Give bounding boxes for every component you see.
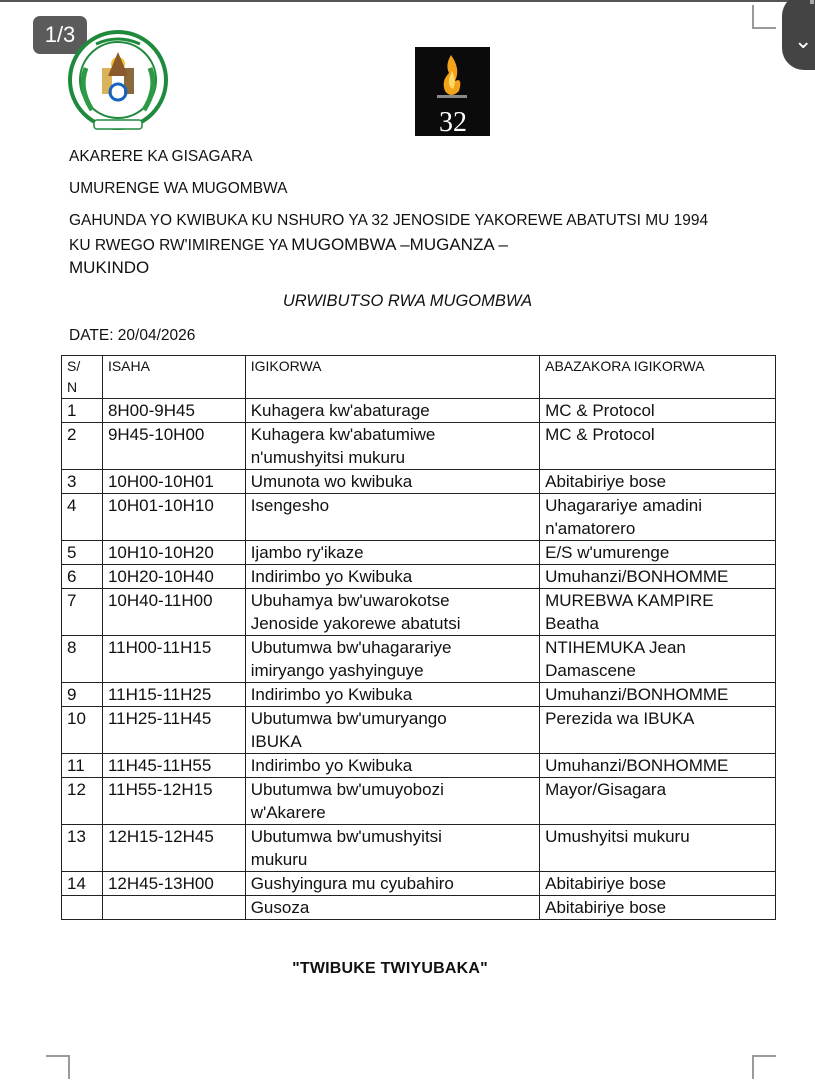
rwanda-coat-of-arms-icon: [66, 28, 170, 138]
row-sn: 13: [62, 825, 103, 872]
table-row: [62, 636, 776, 683]
programme-title-line-2-sectors: MUGOMBWA –MUGANZA –: [291, 235, 508, 254]
table-row: [62, 825, 776, 872]
row-performer: MC & Protocol: [540, 423, 776, 470]
table-row: [62, 896, 776, 920]
row-sn: 1: [62, 399, 103, 423]
programme-title-line-2-prefix: KU RWEGO RW'IMIRENGE YA: [69, 237, 292, 254]
row-activity: Gusoza: [245, 896, 539, 920]
table-row: [62, 707, 776, 754]
venue-title: URWIBUTSO RWA MUGOMBWA: [282, 292, 533, 310]
row-activity: Ubutumwa bw'umushyitsi mukuru: [245, 825, 539, 872]
row-time: 10H01-10H10: [102, 494, 245, 541]
row-performer: Umuhanzi/BONHOMME: [540, 754, 776, 778]
row-performer: E/S w'umurenge: [540, 541, 776, 565]
row-time: 12H45-13H00: [102, 872, 245, 896]
programme-title-line-1: GAHUNDA YO KWIBUKA KU NSHURO YA 32 JENOSIDE YAKOREWE ABATUTSI MU 1994: [69, 212, 709, 229]
row-activity: Gushyingura mu cyubahiro: [245, 872, 539, 896]
row-sn: [62, 896, 103, 920]
row-performer: MC & Protocol: [540, 399, 776, 423]
row-sn: 9: [62, 683, 103, 707]
programme-date: DATE: 20/04/2026: [69, 327, 196, 344]
top-edge: [0, 0, 815, 2]
row-time: 10H10-10H20: [102, 541, 245, 565]
row-performer: MUREBWA KAMPIRE Beatha: [540, 589, 776, 636]
row-activity: Umunota wo kwibuka: [245, 470, 539, 494]
row-time: 11H25-11H45: [102, 707, 245, 754]
row-sn: 6: [62, 565, 103, 589]
row-sn: 2: [62, 423, 103, 470]
row-activity: Kuhagera kw'abaturage: [245, 399, 539, 423]
table-header-row: [62, 356, 776, 399]
header-performer: ABAZAKORA IGIKORWA: [540, 356, 776, 399]
table-row: [62, 399, 776, 423]
row-activity: Ubutumwa bw'umuryango IBUKA: [245, 707, 539, 754]
row-performer: Abitabiriye bose: [540, 470, 776, 494]
row-performer: Uhagarariye amadini n'amatorero: [540, 494, 776, 541]
row-activity: Isengesho: [245, 494, 539, 541]
table-row: [62, 872, 776, 896]
row-time: 11H15-11H25: [102, 683, 245, 707]
table-row: [62, 565, 776, 589]
row-performer: Umuhanzi/BONHOMME: [540, 683, 776, 707]
row-time: 10H00-10H01: [102, 470, 245, 494]
programme-title-line-3: MUKINDO: [69, 258, 150, 277]
row-time: 11H00-11H15: [102, 636, 245, 683]
row-sn: 3: [62, 470, 103, 494]
page-indicator: 1/3: [33, 16, 87, 54]
row-activity: Indirimbo yo Kwibuka: [245, 683, 539, 707]
programme-title-line-2: [69, 235, 508, 255]
row-time: 11H45-11H55: [102, 754, 245, 778]
table-row: [62, 754, 776, 778]
row-sn: 4: [62, 494, 103, 541]
row-activity: Indirimbo yo Kwibuka: [245, 565, 539, 589]
row-activity: Ijambo ry'ikaze: [245, 541, 539, 565]
row-performer: Umuhanzi/BONHOMME: [540, 565, 776, 589]
header-sn: S/ N: [62, 356, 103, 399]
row-activity: Ubutumwa bw'umuyobozi w'Akarere: [245, 778, 539, 825]
row-time: 8H00-9H45: [102, 399, 245, 423]
row-sn: 5: [62, 541, 103, 565]
corner-mark-bottom-right: [752, 1055, 776, 1079]
corner-mark-top-right: [752, 5, 776, 29]
closing-motto: "TWIBUKE TWIYUBAKA": [292, 960, 488, 977]
row-activity: Kuhagera kw'abatumiwe n'umushyitsi mukuru: [245, 423, 539, 470]
row-performer: Abitabiriye bose: [540, 872, 776, 896]
table-row: [62, 470, 776, 494]
row-sn: 14: [62, 872, 103, 896]
sector-name: UMURENGE WA MUGOMBWA: [69, 180, 288, 197]
table-row: [62, 494, 776, 541]
row-activity: Ubutumwa bw'uhagarariye imiryango yashyinguye: [245, 636, 539, 683]
row-performer: Umushyitsi mukuru: [540, 825, 776, 872]
row-performer: Abitabiriye bose: [540, 896, 776, 920]
table-row: [62, 683, 776, 707]
chevron-down-icon: ⌄: [794, 28, 813, 53]
row-time: 12H15-12H45: [102, 825, 245, 872]
header-time: ISAHA: [102, 356, 245, 399]
row-activity: Indirimbo yo Kwibuka: [245, 754, 539, 778]
badge-number: 32: [439, 107, 467, 136]
collapse-button[interactable]: [782, 0, 815, 70]
row-time: [102, 896, 245, 920]
table-row: [62, 778, 776, 825]
row-time: 10H40-11H00: [102, 589, 245, 636]
row-time: 11H55-12H15: [102, 778, 245, 825]
row-performer: NTIHEMUKA Jean Damascene: [540, 636, 776, 683]
header-activity: IGIKORWA: [245, 356, 539, 399]
table-row: [62, 589, 776, 636]
row-activity: Ubuhamya bw'uwarokotse Jenoside yakorewe abatutsi: [245, 589, 539, 636]
corner-mark-bottom-left: [46, 1055, 70, 1079]
row-time: 9H45-10H00: [102, 423, 245, 470]
row-sn: 8: [62, 636, 103, 683]
programme-table: [61, 355, 776, 920]
row-time: 10H20-10H40: [102, 565, 245, 589]
row-performer: Mayor/Gisagara: [540, 778, 776, 825]
table-row: [62, 541, 776, 565]
row-sn: 11: [62, 754, 103, 778]
table-row: [62, 423, 776, 470]
row-performer: Perezida wa IBUKA: [540, 707, 776, 754]
row-sn: 10: [62, 707, 103, 754]
row-sn: 12: [62, 778, 103, 825]
kwibuka-32-flame-icon: [415, 47, 490, 136]
fab-handle: [810, 0, 814, 4]
district-name: AKARERE KA GISAGARA: [69, 148, 253, 165]
row-sn: 7: [62, 589, 103, 636]
